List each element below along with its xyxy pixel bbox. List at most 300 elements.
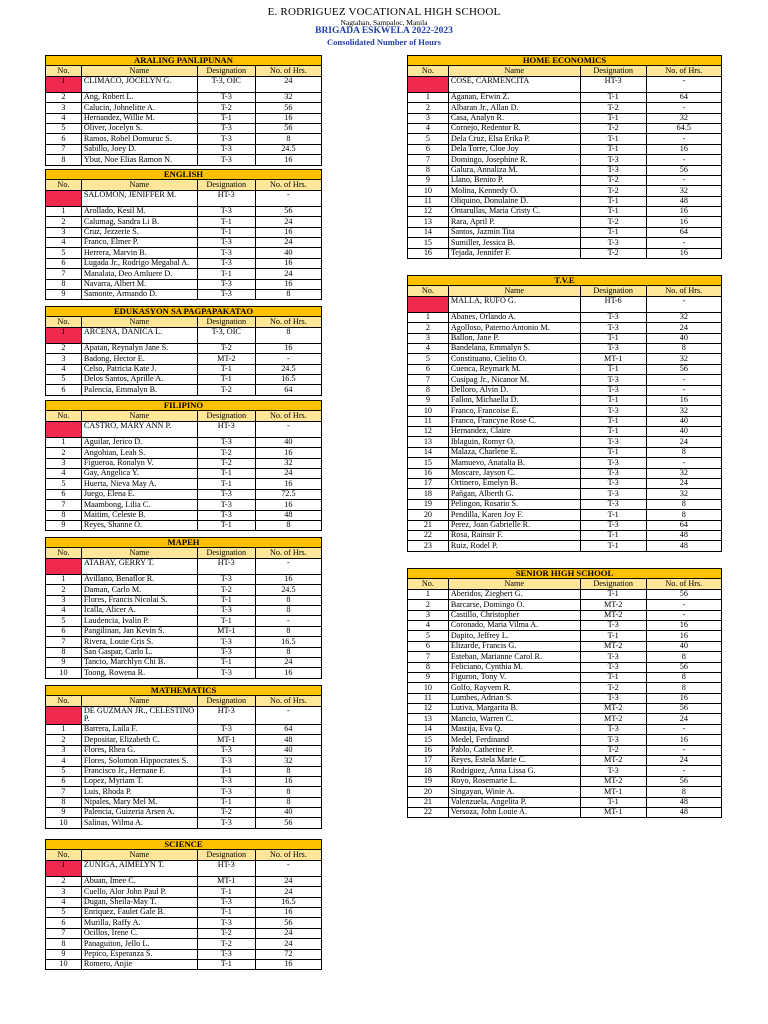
column-header: Name — [448, 66, 580, 76]
teacher-name: Palencia, Guizeria Arsen A. — [81, 808, 197, 818]
designation: MT-1 — [580, 354, 646, 364]
teacher-name: Daman, Carlo M. — [81, 585, 197, 595]
hours: - — [646, 766, 721, 776]
designation: T-1 — [580, 207, 646, 217]
row-number: 3 — [46, 595, 82, 605]
row-number: 14 — [408, 227, 449, 237]
teacher-name: Barrera, Laila F. — [81, 724, 197, 734]
table-row — [46, 385, 322, 395]
row-number: 13 — [408, 217, 449, 227]
teacher-name: Singayan, Winie A. — [448, 787, 580, 797]
hours: 48 — [646, 807, 721, 817]
teacher-name: Cruz, Jezzerie S. — [81, 227, 197, 237]
teacher-name: Calucin, Johnelitte A. — [81, 103, 197, 113]
hours: 32 — [646, 468, 721, 478]
hours: 24 — [255, 269, 321, 279]
teacher-name: Pelingon, Rosario S. — [448, 499, 580, 509]
teacher-name: Domingo, Josephine R. — [448, 155, 580, 165]
column-header: Designation — [197, 850, 255, 860]
table-row — [408, 600, 722, 610]
row-number — [46, 421, 82, 437]
designation: T-3 — [197, 668, 255, 678]
row-number: 17 — [408, 479, 449, 489]
table-row — [408, 499, 722, 509]
row-number: 2 — [46, 92, 82, 102]
row-number: 5 — [408, 631, 449, 641]
row-number: 1 — [46, 327, 82, 343]
table-row — [408, 312, 722, 322]
teacher-name: Versoza, John Louie A. — [448, 807, 580, 817]
row-number: 18 — [408, 489, 449, 499]
table-row — [408, 662, 722, 672]
row-number: 6 — [408, 144, 449, 154]
hours: 48 — [646, 530, 721, 540]
table-row — [408, 631, 722, 641]
teacher-name: Salinas, Wilma A. — [81, 818, 197, 828]
column-header: No. — [408, 66, 449, 76]
table-row — [46, 437, 322, 447]
table-row — [46, 500, 322, 510]
row-number: 6 — [408, 364, 449, 374]
teacher-name: Lopez, Myriam T. — [81, 776, 197, 786]
table-row — [408, 217, 722, 227]
column-header: No. — [46, 696, 82, 706]
teacher-name: Reyes, Shanne O. — [81, 520, 197, 530]
column-header: Designation — [197, 696, 255, 706]
row-number: 2 — [408, 103, 449, 113]
section-title: HOME ECONOMICS — [408, 56, 722, 66]
table-row — [46, 155, 322, 165]
hours: 8 — [646, 343, 721, 353]
designation: T-2 — [580, 186, 646, 196]
table-row — [46, 949, 322, 959]
row-number: 5 — [46, 907, 82, 917]
hours: - — [255, 354, 321, 364]
row-number: 7 — [408, 375, 449, 385]
designation: T-1 — [197, 269, 255, 279]
row-number: 2 — [46, 876, 82, 886]
column-header: Designation — [197, 66, 255, 76]
row-number: 4 — [46, 468, 82, 478]
hours: 24 — [646, 479, 721, 489]
designation: T-1 — [197, 364, 255, 374]
department-head-row — [46, 327, 322, 343]
department-head-row — [408, 296, 722, 312]
table-row — [408, 227, 722, 237]
row-number: 6 — [46, 918, 82, 928]
row-number: 6 — [46, 385, 82, 395]
row-number: 4 — [46, 897, 82, 907]
teacher-name: Francisco Jr., Hernane F. — [81, 766, 197, 776]
designation: T-1 — [197, 797, 255, 807]
table-row — [46, 458, 322, 468]
row-number: 6 — [46, 489, 82, 499]
table-row — [46, 787, 322, 797]
school-name: E. RODRIGUEZ VOCATIONAL HIGH SCHOOL — [267, 6, 501, 18]
row-number: 8 — [46, 939, 82, 949]
row-number: 5 — [46, 123, 82, 133]
column-header: Name — [448, 286, 580, 296]
table-row — [408, 620, 722, 630]
designation: T-3 — [197, 123, 255, 133]
designation: T-1 — [580, 113, 646, 123]
row-number: 8 — [408, 662, 449, 672]
column-header: Designation — [580, 579, 646, 589]
row-number: 21 — [408, 797, 449, 807]
hours: 24.5 — [255, 585, 321, 595]
row-number: 10 — [408, 683, 449, 693]
designation: T-3 — [197, 756, 255, 766]
teacher-name: Angohian, Leah S. — [81, 448, 197, 458]
table-row — [46, 808, 322, 818]
hours: 24 — [646, 756, 721, 766]
row-number: 2 — [408, 323, 449, 333]
teacher-name: Gay, Angelica Y. — [81, 468, 197, 478]
teacher-name: Tancio, Marchlyn Chi B. — [81, 657, 197, 667]
designation: HT-3 — [197, 706, 255, 724]
teacher-name: Abuan, Imee C. — [81, 876, 197, 886]
row-number — [46, 190, 82, 206]
teacher-name: Constituano, Cielito O. — [448, 354, 580, 364]
hours: - — [646, 296, 721, 312]
table-row — [408, 683, 722, 693]
designation: MT-2 — [580, 704, 646, 714]
designation: T-1 — [580, 196, 646, 206]
hours: 16 — [255, 227, 321, 237]
table-row — [408, 641, 722, 651]
table-row — [46, 797, 322, 807]
section-title: EDUKASYON SA PAGPAPAKATAO — [46, 307, 322, 317]
table-row — [408, 207, 722, 217]
column-header: Designation — [580, 66, 646, 76]
teacher-name: Navarra, Albert M. — [81, 279, 197, 289]
row-number: 8 — [408, 165, 449, 175]
teacher-name: Figuron, Tony V. — [448, 672, 580, 682]
teacher-name: Delloro, Alvin D. — [448, 385, 580, 395]
table-row — [46, 897, 322, 907]
column-header: No. — [46, 317, 82, 327]
teacher-name: Tejada, Jennifer F. — [448, 248, 580, 258]
row-number: 7 — [46, 144, 82, 154]
row-number: 9 — [46, 289, 82, 299]
designation: T-1 — [580, 589, 646, 599]
hours: 8 — [255, 797, 321, 807]
designation: T-3 — [197, 134, 255, 144]
row-number: 3 — [46, 103, 82, 113]
hours: 16 — [255, 776, 321, 786]
designation: T-1 — [197, 520, 255, 530]
hours: 56 — [255, 818, 321, 828]
designation: T-1 — [580, 631, 646, 641]
teacher-name: Figueroa, Ronalyn V. — [81, 458, 197, 468]
table-row — [408, 416, 722, 426]
row-number — [46, 558, 82, 574]
section-title: SCIENCE — [46, 840, 322, 850]
hours: 16 — [255, 448, 321, 458]
row-number: 7 — [46, 928, 82, 938]
designation: T-2 — [580, 175, 646, 185]
table-row — [46, 123, 322, 133]
row-number: 8 — [46, 510, 82, 520]
row-number: 9 — [408, 395, 449, 405]
teacher-name: Santos, Jazmin Tita — [448, 227, 580, 237]
teacher-name: Molina, Kennedy O. — [448, 186, 580, 196]
teacher-name: Manalata, Deo Amluere D. — [81, 269, 197, 279]
row-number — [46, 706, 82, 724]
column-header: Name — [448, 579, 580, 589]
hours: 16 — [646, 248, 721, 258]
teacher-name: Maambong, Lilia C. — [81, 500, 197, 510]
table-row — [408, 155, 722, 165]
designation: MT-2 — [580, 610, 646, 620]
row-number: 5 — [46, 766, 82, 776]
teacher-name: Ocillos, Irene C. — [81, 928, 197, 938]
designation: T-1 — [580, 227, 646, 237]
designation: MT-1 — [197, 626, 255, 636]
row-number: 2 — [46, 343, 82, 353]
column-header: No. of Hrs. — [255, 66, 321, 76]
hours: 16.5 — [255, 637, 321, 647]
designation: T-1 — [197, 907, 255, 917]
hours: 32 — [255, 92, 321, 102]
designation: T-3 — [197, 155, 255, 165]
row-number: 9 — [46, 949, 82, 959]
department-head-row — [46, 421, 322, 437]
hours: 32 — [646, 113, 721, 123]
designation: T-3 — [580, 238, 646, 248]
section-title: ARALING PANLIPUNAN — [46, 56, 322, 66]
row-number: 3 — [408, 333, 449, 343]
hours: 8 — [646, 499, 721, 509]
table-row — [46, 248, 322, 258]
hours: - — [646, 375, 721, 385]
designation: T-1 — [197, 959, 255, 969]
teacher-name: CLIMACO, JOCELYN G. — [81, 76, 197, 92]
teacher-name: Pepico, Esperanza S. — [81, 949, 197, 959]
teacher-name: Cusipag Jr., Nicanor M. — [448, 375, 580, 385]
teacher-name: Albaran Jr., Allan D. — [448, 103, 580, 113]
teacher-name: Dugan, Sheila-May T. — [81, 897, 197, 907]
designation: HT-3 — [197, 190, 255, 206]
teacher-name: Bandelana, Emmalyn S. — [448, 343, 580, 353]
table-row — [408, 333, 722, 343]
hours: 8 — [646, 510, 721, 520]
row-number: 22 — [408, 807, 449, 817]
table-row — [408, 186, 722, 196]
row-number: 2 — [408, 600, 449, 610]
row-number: 21 — [408, 520, 449, 530]
designation: T-1 — [197, 766, 255, 776]
column-header: No. — [46, 548, 82, 558]
hours: 32 — [255, 458, 321, 468]
hours: 48 — [255, 510, 321, 520]
row-number: 10 — [46, 959, 82, 969]
teacher-name: Cuenca, Reymark M. — [448, 364, 580, 374]
hours: - — [646, 458, 721, 468]
hours: 16 — [255, 959, 321, 969]
teacher-name: Ballon, Jane P. — [448, 333, 580, 343]
hours: 40 — [646, 427, 721, 437]
table-row — [46, 605, 322, 615]
row-number: 9 — [46, 520, 82, 530]
table-row — [408, 437, 722, 447]
department-head-row — [46, 190, 322, 206]
row-number: 11 — [408, 196, 449, 206]
designation: T-1 — [580, 364, 646, 374]
teacher-name: Calumag, Sandra Li B. — [81, 217, 197, 227]
hours: 8 — [255, 766, 321, 776]
department-head-row — [408, 76, 722, 92]
table-row — [46, 217, 322, 227]
teacher-name: ATABAY, GERRY T. — [81, 558, 197, 574]
designation: T-3 — [197, 489, 255, 499]
row-number: 4 — [408, 123, 449, 133]
row-number: 5 — [408, 134, 449, 144]
table-row — [408, 196, 722, 206]
row-number: 4 — [46, 237, 82, 247]
table-row — [46, 227, 322, 237]
table-row — [408, 175, 722, 185]
designation: MT-2 — [580, 756, 646, 766]
designation: T-3 — [197, 248, 255, 258]
hours: 24 — [255, 237, 321, 247]
hours: 16 — [255, 258, 321, 268]
table-row — [408, 468, 722, 478]
hours: 40 — [646, 641, 721, 651]
designation: T-2 — [580, 217, 646, 227]
designation: T-1 — [197, 468, 255, 478]
table-row — [408, 756, 722, 766]
table-row — [46, 818, 322, 828]
hours: - — [255, 421, 321, 437]
row-number: 13 — [408, 437, 449, 447]
table-row — [46, 876, 322, 886]
hours: 56 — [646, 364, 721, 374]
hours: 16 — [255, 479, 321, 489]
teacher-name: Mancio, Warren C. — [448, 714, 580, 724]
teacher-name: Flores, Solomon Hippocrates S. — [81, 756, 197, 766]
designation: T-2 — [197, 585, 255, 595]
designation: T-3 — [197, 818, 255, 828]
hours: - — [646, 610, 721, 620]
hours: - — [255, 706, 321, 724]
teacher-name: Palencia, Emmalyn B. — [81, 385, 197, 395]
teacher-name: Lumbes, Adrian S. — [448, 693, 580, 703]
teacher-name: Abanes, Orlando A. — [448, 312, 580, 322]
hours: 16 — [646, 144, 721, 154]
designation: T-3 — [197, 724, 255, 734]
hours: 56 — [255, 103, 321, 113]
hours: 16 — [646, 693, 721, 703]
hours: 8 — [646, 683, 721, 693]
column-header: Designation — [197, 411, 255, 421]
hours: 48 — [255, 735, 321, 745]
teacher-name: SALOMON, JENIFFER M. — [81, 190, 197, 206]
teacher-name: Sabillo, Joey D. — [81, 144, 197, 154]
hours: 16 — [255, 155, 321, 165]
row-number: 1 — [408, 312, 449, 322]
table-row — [46, 766, 322, 776]
table-row — [46, 113, 322, 123]
teacher-name: Dapito, Jeffrey L. — [448, 631, 580, 641]
row-number: 22 — [408, 530, 449, 540]
hours: 64.5 — [646, 123, 721, 133]
hours: 56 — [646, 165, 721, 175]
designation: T-2 — [580, 745, 646, 755]
section-araling-panlipunan — [45, 55, 322, 166]
teacher-name: Franco, Elmer P. — [81, 237, 197, 247]
teacher-name: Pañgan, Alberth G. — [448, 489, 580, 499]
teacher-name: Reyes, Estela Marie C. — [448, 756, 580, 766]
designation: MT-2 — [197, 354, 255, 364]
teacher-name: Ybut, Noe Elias Ramon N. — [81, 155, 197, 165]
hours: 32 — [646, 312, 721, 322]
section-mathematics — [45, 685, 322, 829]
hours: - — [646, 134, 721, 144]
table-row — [46, 269, 322, 279]
row-number: 5 — [46, 616, 82, 626]
table-row — [46, 343, 322, 353]
teacher-name: Oliver, Jocelyn S. — [81, 123, 197, 133]
row-number: 7 — [46, 637, 82, 647]
teacher-name: Lutiva, Margarita B. — [448, 704, 580, 714]
hours-table — [45, 839, 322, 970]
column-header: No. of Hrs. — [646, 66, 721, 76]
column-header: No. of Hrs. — [255, 548, 321, 558]
table-row — [46, 237, 322, 247]
hours: 8 — [255, 595, 321, 605]
table-row — [46, 647, 322, 657]
designation: T-1 — [580, 541, 646, 551]
column-header: Name — [81, 548, 197, 558]
teacher-name: CASTRO, MARY ANN P. — [81, 421, 197, 437]
row-number: 16 — [408, 468, 449, 478]
row-number: 6 — [46, 776, 82, 786]
table-row — [46, 479, 322, 489]
designation: T-3 — [197, 237, 255, 247]
designation: T-3 — [197, 92, 255, 102]
row-number: 19 — [408, 499, 449, 509]
designation: T-1 — [580, 144, 646, 154]
column-header: No. of Hrs. — [646, 286, 721, 296]
hours: 16 — [255, 279, 321, 289]
row-number: 1 — [46, 76, 82, 92]
row-number: 5 — [46, 248, 82, 258]
designation: T-2 — [197, 939, 255, 949]
hours: 16 — [255, 113, 321, 123]
hours-table — [45, 169, 322, 300]
designation: T-3 — [580, 520, 646, 530]
row-number: 3 — [408, 610, 449, 620]
designation: T-3 — [580, 735, 646, 745]
row-number: 10 — [408, 186, 449, 196]
teacher-name: Badong, Hector E. — [81, 354, 197, 364]
designation: T-2 — [580, 248, 646, 258]
teacher-name: Flores, Rhea G. — [81, 745, 197, 755]
column-header: Name — [81, 411, 197, 421]
row-number: 12 — [408, 704, 449, 714]
program-title: BRIGADA ESKWELA 2022-2023 — [315, 26, 453, 36]
row-number: 1 — [46, 574, 82, 584]
teacher-name: Celso, Patricia Kate J. — [81, 364, 197, 374]
teacher-name: San Gaspar, Carlo L. — [81, 647, 197, 657]
table-row — [408, 364, 722, 374]
table-row — [46, 468, 322, 478]
hours: 40 — [255, 745, 321, 755]
teacher-name: Aberidos, Ziegbert G. — [448, 589, 580, 599]
row-number — [408, 76, 449, 92]
designation: T-1 — [580, 395, 646, 405]
